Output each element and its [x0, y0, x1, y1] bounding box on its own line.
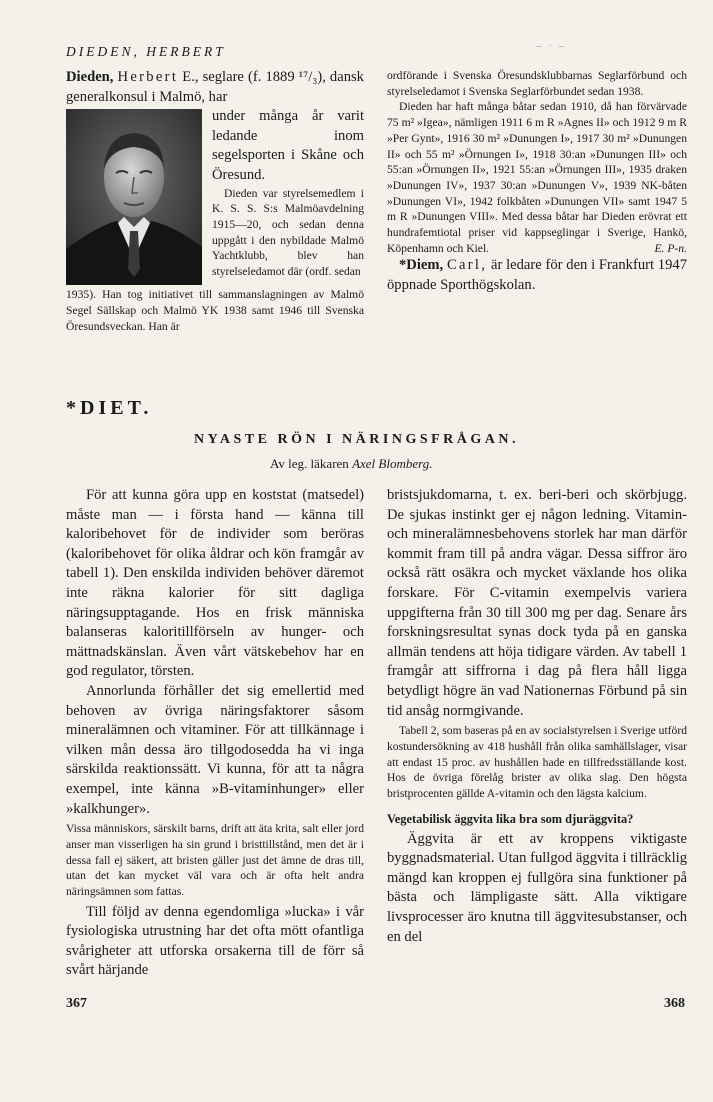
dieden-boats — [387, 99, 687, 256]
dieden-continued — [387, 68, 687, 296]
portrait-image — [66, 109, 202, 285]
dieden-intro — [66, 68, 364, 107]
paragraph: Annorlunda förhåller det sig emellertid med behoven av övriga näringsfaktorer såsom mineralämnen och vitaminer. För att tillkännage i vilken mån dessa äro tillgodosedda ha vi inga särskilda reaktionssätt. Vi kunna, för att ta några exempel, inte känna »B-vitaminhunger» eller »kalkhunger». — [66, 682, 364, 817]
running-head: DIEDEN, HERBERT — [66, 44, 226, 59]
diem-given-name: Carl, — [446, 257, 488, 274]
dieden-beside-photo-small: Dieden var styrelsemedlem i K. S. S. S:s Malmöavdelning 1915—20, och sedan denna uppgått i den nybildade Malmö Yachtklubb, blev han styrelseledamot där (ordf. sedan — [212, 186, 364, 279]
entry-heading-diet: *DIET. — [66, 397, 153, 419]
page-number-left: 367 — [66, 996, 87, 1011]
byline-prefix: Av leg. läkaren — [270, 456, 349, 471]
dieden-given-name: Herbert — [117, 69, 179, 85]
paragraph: Till följd av denna egendomliga »lucka» i vår fysiologiska utrustning har det ofta mött ofantliga svårigheter att utforska orsakerna till de förr så svårt härjande — [66, 903, 364, 979]
article-column-left — [66, 486, 364, 981]
dieden-surname: Dieden, — [66, 69, 114, 85]
dieden-boats-text: Dieden har haft många båtar sedan 1910, då han förvärvade 75 m² »Igea», nämligen 1911 6 m R »Agnes II» och 1912 9 m R »Per Gynt», 1916 30 m² »Dunungen I», 1917 30 m² »Dunungen II» och 55 m² »Örnungen I», 1918 30:an »Dunungen III» och 55:an »Örnungen II», 1921 55:an »Örnungen III», 1935 draken »Dunungen IV», 1937 30:an »Dunungen V», 1939 NK-båten »Dunungen VI», 1942 folkbåten »Dunungen VII» samt 1947 5 m R »Dunungen VIII». Med dessa båtar har Dieden erövrat ett hundrafemtiotal priser vid kappseglingar i Sverige, Hankö, Köpenhamn och Kiel. — [387, 100, 687, 255]
dieden-below-photo: 1935). Han tog initiativet till sammanslagningen av Malmö Segel Sällskap och Malmö YK 1938 samt 1946 till Svenska Öresundsveckan. Han är — [66, 288, 364, 333]
page-number-right: 368 — [664, 996, 685, 1011]
section-subheading: Vegetabilisk äggvita lika bra som djuräggvita? — [387, 811, 634, 826]
diem-entry — [387, 256, 687, 295]
dieden-entry — [66, 68, 364, 334]
paragraph: Äggvita är ett av kroppens viktigaste byggnadsmaterial. Utan fullgod äggvita i tillräcklig mängd kan kroppen ej fullgöra sina funktioner på bästa och lämpligaste sätt. Alla viktigare livsprocesser äro knutna till äggvitesubstanser, och en del — [387, 830, 687, 945]
article-byline — [270, 456, 432, 472]
dieden-continued-text: ordförande i Svenska Öresundsklubbarnas Seglarförbund och styrelseledamot i Svenska Seglarförbundet sedan 1938. — [387, 69, 687, 98]
article-column-right — [387, 486, 687, 947]
author-signature: E. P-n. — [654, 241, 687, 255]
paragraph: bristsjukdomarna, t. ex. beri-beri och skörbjugg. De sjukas instinkt ger ej någon ledning. Vitamin- och mineralämnesbehovens storlek har man därför kommit fram till på andra vägar. Dessa siffror äro också rätt osäkra och mycket växlande hos olika forskare. För C-vitamin exempelvis variera uppgifterna från 30 till 300 mg per dag. Senare års forskningsresultat synas dock tyda på en ganska allmän tendens att höja tidigare värden. Av tabell 1 framgår att siffrorna i dag på flera håll ligga betydligt högre än vad Nationernas Förbund på sin tid ansåg normgivande. — [387, 487, 687, 719]
small-paragraph: Tabell 2, som baseras på en av socialstyrelsen i Sverige utförd kostundersökning av 418 hushåll från olika samhällslager, visar att endast 15 proc. av hushållen hade en tillfredsställande kost. Hos de övriga förelåg brister av olika slag. Den högsta bristprocenten gällde A-vitamin och den lägsta kalcium. — [387, 724, 687, 800]
dieden-intro-text: E., seglare (f. 1889 ¹⁷/₃), dansk generalkonsul i Malmö, har — [66, 69, 364, 105]
diem-surname: *Diem, — [399, 257, 444, 274]
article-title: NYASTE RÖN I NÄRINGSFRÅGAN. — [193, 432, 519, 447]
dieden-beside-photo: under många år varit ledande inom segelsporten i Skåne och Öresund. — [212, 108, 364, 183]
page-mark: – · – — [536, 40, 567, 52]
paragraph: För att kunna göra upp en koststat (matsedel) måste man — i första hand — känna till kaloribehovet för de individer som beröras (kaloribehovet för olika åldrar och kön framgår av tabell 1). Den enskilda individen behöver däremot inte räkna kalorier för sitt dagliga näringsupptagande. Hos en frisk människa balanseras kaloritillförseln av hunger- och mättnadskänslan. Även vårt vätskebehov har en god regulator, törsten. — [66, 487, 364, 680]
portrait-photo — [66, 109, 202, 285]
small-paragraph: Vissa människors, särskilt barns, drift att äta krita, salt eller jord anser man visserligen ha sin grund i bristtillstånd, men det är i dessa fall ej säkert, att bristen gäller just det ämne de dras till, utan det kan mycket väl vara och är ofta helt andra näringsämnen som fattas. — [66, 822, 364, 898]
byline-author: Axel Blomberg. — [352, 456, 433, 471]
diem-text: är ledare för den i Frankfurt 1947 öppnade Sporthögskolan. — [387, 257, 687, 294]
